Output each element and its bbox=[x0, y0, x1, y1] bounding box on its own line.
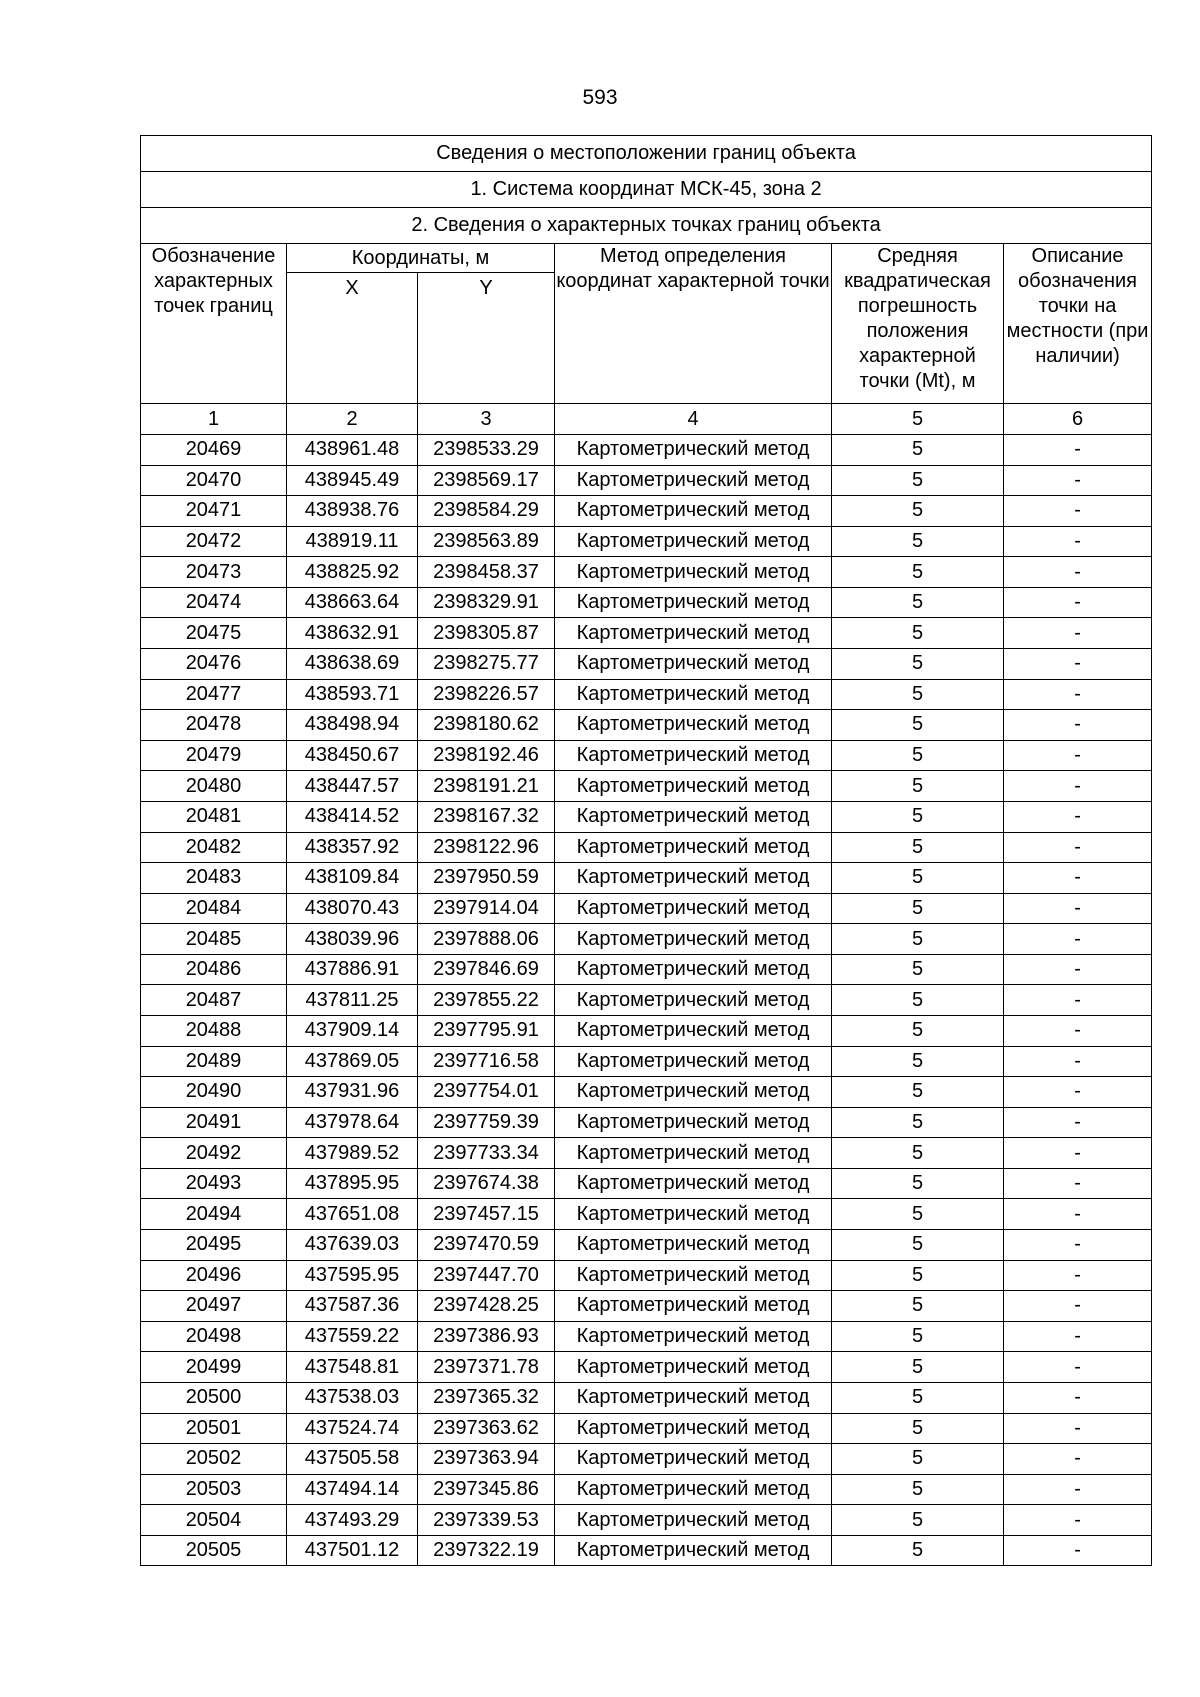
table-row bbox=[141, 435, 1152, 466]
point-id-cell: 20499 bbox=[141, 1352, 287, 1383]
x-coordinate-cell: 438638.69 bbox=[287, 649, 418, 680]
x-coordinate-cell: 437538.03 bbox=[287, 1382, 418, 1413]
method-cell: Картометрический метод bbox=[555, 1138, 832, 1169]
point-id-cell: 20482 bbox=[141, 832, 287, 863]
x-coordinate-cell: 437587.36 bbox=[287, 1291, 418, 1322]
error-cell: 5 bbox=[832, 557, 1004, 588]
point-id-cell: 20494 bbox=[141, 1199, 287, 1230]
error-cell: 5 bbox=[832, 985, 1004, 1016]
x-coordinate-cell: 437651.08 bbox=[287, 1199, 418, 1230]
error-cell: 5 bbox=[832, 924, 1004, 955]
method-cell: Картометрический метод bbox=[555, 618, 832, 649]
error-cell: 5 bbox=[832, 1077, 1004, 1108]
description-cell: - bbox=[1004, 893, 1152, 924]
x-coordinate-cell: 437493.29 bbox=[287, 1505, 418, 1536]
y-coordinate-cell: 2398226.57 bbox=[418, 679, 555, 710]
y-coordinate-cell: 2398122.96 bbox=[418, 832, 555, 863]
table-row bbox=[141, 1107, 1152, 1138]
description-cell: - bbox=[1004, 679, 1152, 710]
point-id-cell: 20503 bbox=[141, 1474, 287, 1505]
y-coordinate-cell: 2397363.62 bbox=[418, 1413, 555, 1444]
table-row bbox=[141, 679, 1152, 710]
x-coordinate-cell: 437931.96 bbox=[287, 1077, 418, 1108]
method-cell: Картометрический метод bbox=[555, 1260, 832, 1291]
description-cell: - bbox=[1004, 985, 1152, 1016]
table-row bbox=[141, 1413, 1152, 1444]
point-id-cell: 20500 bbox=[141, 1382, 287, 1413]
y-coordinate-cell: 2398533.29 bbox=[418, 435, 555, 466]
x-coordinate-cell: 438593.71 bbox=[287, 679, 418, 710]
table-row bbox=[141, 771, 1152, 802]
method-cell: Картометрический метод bbox=[555, 771, 832, 802]
x-coordinate-cell: 438447.57 bbox=[287, 771, 418, 802]
method-cell: Картометрический метод bbox=[555, 1015, 832, 1046]
y-coordinate-cell: 2397339.53 bbox=[418, 1505, 555, 1536]
header-method: Метод определения координат характерной точки bbox=[555, 244, 832, 404]
x-coordinate-cell: 437524.74 bbox=[287, 1413, 418, 1444]
description-cell: - bbox=[1004, 526, 1152, 557]
point-id-cell: 20480 bbox=[141, 771, 287, 802]
y-coordinate-cell: 2398569.17 bbox=[418, 465, 555, 496]
table-row bbox=[141, 496, 1152, 527]
error-cell: 5 bbox=[832, 1535, 1004, 1566]
point-id-cell: 20475 bbox=[141, 618, 287, 649]
x-coordinate-cell: 438109.84 bbox=[287, 863, 418, 894]
y-coordinate-cell: 2398191.21 bbox=[418, 771, 555, 802]
table-body bbox=[141, 435, 1152, 1566]
description-cell: - bbox=[1004, 832, 1152, 863]
method-cell: Картометрический метод bbox=[555, 465, 832, 496]
y-coordinate-cell: 2397855.22 bbox=[418, 985, 555, 1016]
y-coordinate-cell: 2397447.70 bbox=[418, 1260, 555, 1291]
y-coordinate-cell: 2397846.69 bbox=[418, 954, 555, 985]
error-cell: 5 bbox=[832, 771, 1004, 802]
point-id-cell: 20501 bbox=[141, 1413, 287, 1444]
x-coordinate-cell: 438663.64 bbox=[287, 587, 418, 618]
description-cell: - bbox=[1004, 740, 1152, 771]
x-coordinate-cell: 437595.95 bbox=[287, 1260, 418, 1291]
point-id-cell: 20470 bbox=[141, 465, 287, 496]
y-coordinate-cell: 2398584.29 bbox=[418, 496, 555, 527]
error-cell: 5 bbox=[832, 1474, 1004, 1505]
error-cell: 5 bbox=[832, 801, 1004, 832]
description-cell: - bbox=[1004, 1321, 1152, 1352]
y-coordinate-cell: 2397457.15 bbox=[418, 1199, 555, 1230]
x-coordinate-cell: 438961.48 bbox=[287, 435, 418, 466]
method-cell: Картометрический метод bbox=[555, 985, 832, 1016]
method-cell: Картометрический метод bbox=[555, 1291, 832, 1322]
error-cell: 5 bbox=[832, 1382, 1004, 1413]
method-cell: Картометрический метод bbox=[555, 1505, 832, 1536]
x-coordinate-cell: 438632.91 bbox=[287, 618, 418, 649]
x-coordinate-cell: 437559.22 bbox=[287, 1321, 418, 1352]
x-coordinate-cell: 437909.14 bbox=[287, 1015, 418, 1046]
x-coordinate-cell: 438498.94 bbox=[287, 710, 418, 741]
error-cell: 5 bbox=[832, 832, 1004, 863]
method-cell: Картометрический метод bbox=[555, 1168, 832, 1199]
description-cell: - bbox=[1004, 1260, 1152, 1291]
point-id-cell: 20469 bbox=[141, 435, 287, 466]
table-row bbox=[141, 801, 1152, 832]
description-cell: - bbox=[1004, 1138, 1152, 1169]
page-number: 593 bbox=[582, 86, 618, 109]
method-cell: Картометрический метод bbox=[555, 1321, 832, 1352]
y-coordinate-cell: 2397363.94 bbox=[418, 1444, 555, 1475]
description-cell: - bbox=[1004, 618, 1152, 649]
description-cell: - bbox=[1004, 1077, 1152, 1108]
method-cell: Картометрический метод bbox=[555, 1230, 832, 1261]
error-cell: 5 bbox=[832, 1260, 1004, 1291]
y-coordinate-cell: 2397386.93 bbox=[418, 1321, 555, 1352]
x-coordinate-cell: 438938.76 bbox=[287, 496, 418, 527]
x-coordinate-cell: 438825.92 bbox=[287, 557, 418, 588]
error-cell: 5 bbox=[832, 863, 1004, 894]
x-coordinate-cell: 438450.67 bbox=[287, 740, 418, 771]
error-cell: 5 bbox=[832, 893, 1004, 924]
method-cell: Картометрический метод bbox=[555, 801, 832, 832]
error-cell: 5 bbox=[832, 496, 1004, 527]
method-cell: Картометрический метод bbox=[555, 740, 832, 771]
point-id-cell: 20474 bbox=[141, 587, 287, 618]
description-cell: - bbox=[1004, 1230, 1152, 1261]
x-coordinate-cell: 437501.12 bbox=[287, 1535, 418, 1566]
x-coordinate-cell: 437886.91 bbox=[287, 954, 418, 985]
description-cell: - bbox=[1004, 435, 1152, 466]
method-cell: Картометрический метод bbox=[555, 893, 832, 924]
x-coordinate-cell: 437989.52 bbox=[287, 1138, 418, 1169]
error-cell: 5 bbox=[832, 526, 1004, 557]
description-cell: - bbox=[1004, 801, 1152, 832]
x-coordinate-cell: 438039.96 bbox=[287, 924, 418, 955]
y-coordinate-cell: 2397754.01 bbox=[418, 1077, 555, 1108]
header-coordinates: Координаты, м bbox=[287, 244, 555, 273]
point-id-cell: 20477 bbox=[141, 679, 287, 710]
x-coordinate-cell: 438414.52 bbox=[287, 801, 418, 832]
y-coordinate-cell: 2397371.78 bbox=[418, 1352, 555, 1383]
table-row bbox=[141, 526, 1152, 557]
x-coordinate-cell: 438919.11 bbox=[287, 526, 418, 557]
table-row bbox=[141, 710, 1152, 741]
table-row bbox=[141, 985, 1152, 1016]
error-cell: 5 bbox=[832, 587, 1004, 618]
description-cell: - bbox=[1004, 1474, 1152, 1505]
table-row bbox=[141, 1046, 1152, 1077]
error-cell: 5 bbox=[832, 618, 1004, 649]
method-cell: Картометрический метод bbox=[555, 1413, 832, 1444]
y-coordinate-cell: 2397759.39 bbox=[418, 1107, 555, 1138]
column-number: 4 bbox=[555, 404, 832, 435]
table-header bbox=[141, 136, 1152, 435]
description-cell: - bbox=[1004, 924, 1152, 955]
y-coordinate-cell: 2398563.89 bbox=[418, 526, 555, 557]
column-number: 1 bbox=[141, 404, 287, 435]
table-row bbox=[141, 1352, 1152, 1383]
y-coordinate-cell: 2398167.32 bbox=[418, 801, 555, 832]
point-id-cell: 20472 bbox=[141, 526, 287, 557]
method-cell: Картометрический метод bbox=[555, 649, 832, 680]
description-cell: - bbox=[1004, 954, 1152, 985]
method-cell: Картометрический метод bbox=[555, 1107, 832, 1138]
point-id-cell: 20478 bbox=[141, 710, 287, 741]
boundary-points-table bbox=[140, 135, 1152, 1566]
point-id-cell: 20489 bbox=[141, 1046, 287, 1077]
header-x: X bbox=[287, 273, 418, 404]
description-cell: - bbox=[1004, 1046, 1152, 1077]
description-cell: - bbox=[1004, 649, 1152, 680]
point-id-cell: 20492 bbox=[141, 1138, 287, 1169]
method-cell: Картометрический метод bbox=[555, 863, 832, 894]
method-cell: Картометрический метод bbox=[555, 1444, 832, 1475]
point-id-cell: 20493 bbox=[141, 1168, 287, 1199]
y-coordinate-cell: 2397470.59 bbox=[418, 1230, 555, 1261]
table-row bbox=[141, 1444, 1152, 1475]
method-cell: Картометрический метод bbox=[555, 679, 832, 710]
error-cell: 5 bbox=[832, 1168, 1004, 1199]
description-cell: - bbox=[1004, 1199, 1152, 1230]
point-id-cell: 20471 bbox=[141, 496, 287, 527]
error-cell: 5 bbox=[832, 954, 1004, 985]
point-id-cell: 20485 bbox=[141, 924, 287, 955]
description-cell: - bbox=[1004, 1168, 1152, 1199]
x-coordinate-cell: 437811.25 bbox=[287, 985, 418, 1016]
description-cell: - bbox=[1004, 771, 1152, 802]
table-row bbox=[141, 649, 1152, 680]
y-coordinate-cell: 2398458.37 bbox=[418, 557, 555, 588]
table-row bbox=[141, 587, 1152, 618]
x-coordinate-cell: 438945.49 bbox=[287, 465, 418, 496]
y-coordinate-cell: 2398180.62 bbox=[418, 710, 555, 741]
error-cell: 5 bbox=[832, 1046, 1004, 1077]
method-cell: Картометрический метод bbox=[555, 954, 832, 985]
error-cell: 5 bbox=[832, 679, 1004, 710]
x-coordinate-cell: 437494.14 bbox=[287, 1474, 418, 1505]
error-cell: 5 bbox=[832, 1413, 1004, 1444]
x-coordinate-cell: 438070.43 bbox=[287, 893, 418, 924]
method-cell: Картометрический метод bbox=[555, 496, 832, 527]
header-y: Y bbox=[418, 273, 555, 404]
description-cell: - bbox=[1004, 1382, 1152, 1413]
y-coordinate-cell: 2397674.38 bbox=[418, 1168, 555, 1199]
table-row bbox=[141, 1230, 1152, 1261]
table-row bbox=[141, 1291, 1152, 1322]
y-coordinate-cell: 2397428.25 bbox=[418, 1291, 555, 1322]
point-id-cell: 20484 bbox=[141, 893, 287, 924]
description-cell: - bbox=[1004, 1444, 1152, 1475]
error-cell: 5 bbox=[832, 1352, 1004, 1383]
column-numbers-row bbox=[141, 404, 1152, 435]
error-cell: 5 bbox=[832, 710, 1004, 741]
description-cell: - bbox=[1004, 496, 1152, 527]
column-number: 3 bbox=[418, 404, 555, 435]
x-coordinate-cell: 438357.92 bbox=[287, 832, 418, 863]
method-cell: Картометрический метод bbox=[555, 557, 832, 588]
column-number: 6 bbox=[1004, 404, 1152, 435]
point-id-cell: 20498 bbox=[141, 1321, 287, 1352]
point-id-cell: 20479 bbox=[141, 740, 287, 771]
y-coordinate-cell: 2397914.04 bbox=[418, 893, 555, 924]
method-cell: Картометрический метод bbox=[555, 924, 832, 955]
table-row bbox=[141, 1535, 1152, 1566]
y-coordinate-cell: 2398305.87 bbox=[418, 618, 555, 649]
error-cell: 5 bbox=[832, 435, 1004, 466]
table-row bbox=[141, 1382, 1152, 1413]
error-cell: 5 bbox=[832, 1291, 1004, 1322]
error-cell: 5 bbox=[832, 1199, 1004, 1230]
table-row bbox=[141, 1505, 1152, 1536]
point-id-cell: 20488 bbox=[141, 1015, 287, 1046]
error-cell: 5 bbox=[832, 649, 1004, 680]
y-coordinate-cell: 2398329.91 bbox=[418, 587, 555, 618]
y-coordinate-cell: 2397345.86 bbox=[418, 1474, 555, 1505]
error-cell: 5 bbox=[832, 465, 1004, 496]
coordinate-system: 1. Система координат МСК-45, зона 2 bbox=[141, 172, 1152, 208]
table-row bbox=[141, 924, 1152, 955]
table-row bbox=[141, 1168, 1152, 1199]
header-designation: Обозначение характерных точек границ bbox=[141, 244, 287, 404]
method-cell: Картометрический метод bbox=[555, 1535, 832, 1566]
y-coordinate-cell: 2397716.58 bbox=[418, 1046, 555, 1077]
point-id-cell: 20483 bbox=[141, 863, 287, 894]
point-id-cell: 20487 bbox=[141, 985, 287, 1016]
description-cell: - bbox=[1004, 1107, 1152, 1138]
x-coordinate-cell: 437978.64 bbox=[287, 1107, 418, 1138]
error-cell: 5 bbox=[832, 1505, 1004, 1536]
error-cell: 5 bbox=[832, 1107, 1004, 1138]
method-cell: Картометрический метод bbox=[555, 1077, 832, 1108]
y-coordinate-cell: 2397888.06 bbox=[418, 924, 555, 955]
x-coordinate-cell: 437505.58 bbox=[287, 1444, 418, 1475]
x-coordinate-cell: 437895.95 bbox=[287, 1168, 418, 1199]
table-title: Сведения о местоположении границ объекта bbox=[141, 136, 1152, 172]
error-cell: 5 bbox=[832, 740, 1004, 771]
y-coordinate-cell: 2397365.32 bbox=[418, 1382, 555, 1413]
y-coordinate-cell: 2397795.91 bbox=[418, 1015, 555, 1046]
x-coordinate-cell: 437869.05 bbox=[287, 1046, 418, 1077]
table-row bbox=[141, 1474, 1152, 1505]
points-section-title: 2. Сведения о характерных точках границ объекта bbox=[141, 208, 1152, 244]
point-id-cell: 20495 bbox=[141, 1230, 287, 1261]
error-cell: 5 bbox=[832, 1015, 1004, 1046]
method-cell: Картометрический метод bbox=[555, 1046, 832, 1077]
method-cell: Картометрический метод bbox=[555, 832, 832, 863]
table-row bbox=[141, 1015, 1152, 1046]
table-row bbox=[141, 1138, 1152, 1169]
y-coordinate-cell: 2398275.77 bbox=[418, 649, 555, 680]
point-id-cell: 20504 bbox=[141, 1505, 287, 1536]
description-cell: - bbox=[1004, 1015, 1152, 1046]
header-error: Средняя квадратическая погрешность положения характерной точки (Mt), м bbox=[832, 244, 1004, 404]
y-coordinate-cell: 2397733.34 bbox=[418, 1138, 555, 1169]
point-id-cell: 20497 bbox=[141, 1291, 287, 1322]
point-id-cell: 20481 bbox=[141, 801, 287, 832]
table-row bbox=[141, 832, 1152, 863]
method-cell: Картометрический метод bbox=[555, 1352, 832, 1383]
column-number: 5 bbox=[832, 404, 1004, 435]
description-cell: - bbox=[1004, 465, 1152, 496]
header-description: Описание обозначения точки на местности (при наличии) bbox=[1004, 244, 1152, 404]
table-row bbox=[141, 1199, 1152, 1230]
error-cell: 5 bbox=[832, 1321, 1004, 1352]
y-coordinate-cell: 2397950.59 bbox=[418, 863, 555, 894]
error-cell: 5 bbox=[832, 1444, 1004, 1475]
x-coordinate-cell: 437548.81 bbox=[287, 1352, 418, 1383]
point-id-cell: 20505 bbox=[141, 1535, 287, 1566]
description-cell: - bbox=[1004, 1291, 1152, 1322]
y-coordinate-cell: 2397322.19 bbox=[418, 1535, 555, 1566]
description-cell: - bbox=[1004, 1505, 1152, 1536]
description-cell: - bbox=[1004, 863, 1152, 894]
point-id-cell: 20486 bbox=[141, 954, 287, 985]
method-cell: Картометрический метод bbox=[555, 1474, 832, 1505]
y-coordinate-cell: 2398192.46 bbox=[418, 740, 555, 771]
table-row bbox=[141, 863, 1152, 894]
table-row bbox=[141, 893, 1152, 924]
table-row bbox=[141, 1077, 1152, 1108]
table-row bbox=[141, 557, 1152, 588]
table-row bbox=[141, 465, 1152, 496]
point-id-cell: 20496 bbox=[141, 1260, 287, 1291]
method-cell: Картометрический метод bbox=[555, 435, 832, 466]
description-cell: - bbox=[1004, 587, 1152, 618]
table-row bbox=[141, 1260, 1152, 1291]
method-cell: Картометрический метод bbox=[555, 1382, 832, 1413]
point-id-cell: 20473 bbox=[141, 557, 287, 588]
description-cell: - bbox=[1004, 557, 1152, 588]
x-coordinate-cell: 437639.03 bbox=[287, 1230, 418, 1261]
description-cell: - bbox=[1004, 1413, 1152, 1444]
method-cell: Картометрический метод bbox=[555, 1199, 832, 1230]
table-row bbox=[141, 618, 1152, 649]
column-number: 2 bbox=[287, 404, 418, 435]
table-row bbox=[141, 1321, 1152, 1352]
error-cell: 5 bbox=[832, 1230, 1004, 1261]
description-cell: - bbox=[1004, 710, 1152, 741]
error-cell: 5 bbox=[832, 1138, 1004, 1169]
point-id-cell: 20502 bbox=[141, 1444, 287, 1475]
point-id-cell: 20476 bbox=[141, 649, 287, 680]
table-row bbox=[141, 740, 1152, 771]
method-cell: Картометрический метод bbox=[555, 587, 832, 618]
method-cell: Картометрический метод bbox=[555, 710, 832, 741]
point-id-cell: 20490 bbox=[141, 1077, 287, 1108]
table-row bbox=[141, 954, 1152, 985]
method-cell: Картометрический метод bbox=[555, 526, 832, 557]
point-id-cell: 20491 bbox=[141, 1107, 287, 1138]
description-cell: - bbox=[1004, 1352, 1152, 1383]
description-cell: - bbox=[1004, 1535, 1152, 1566]
